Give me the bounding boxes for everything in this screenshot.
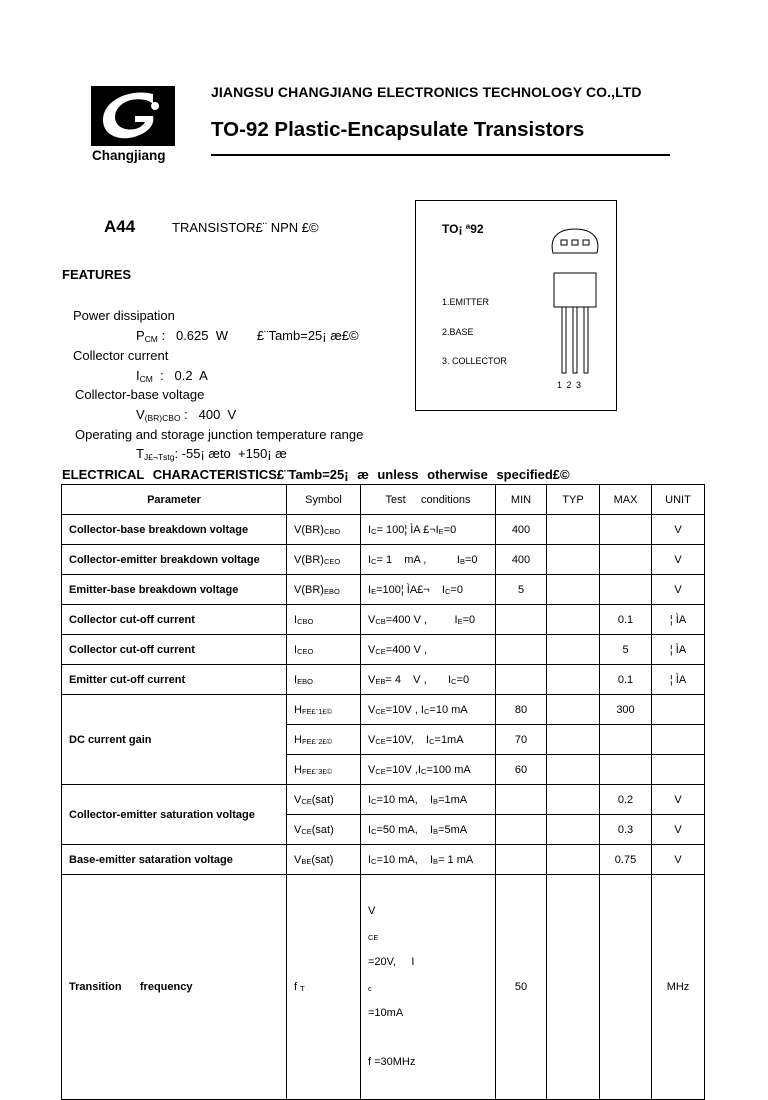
pin-numbers: 1 2 3 bbox=[557, 380, 583, 390]
table-row bbox=[62, 695, 705, 725]
ft-condition-line-1: V $_{CE}$ =20V, I $_c$ =10mA bbox=[368, 905, 415, 1019]
max-cell bbox=[600, 515, 652, 545]
typ-cell bbox=[547, 785, 600, 815]
unit-cell bbox=[652, 725, 705, 755]
collector-current-label: Collector current bbox=[73, 348, 169, 363]
condition-cell: $I_C=10$ mA, $I_B= 1$ mA bbox=[361, 845, 496, 875]
vbr-value: : 400 V bbox=[180, 407, 237, 422]
table-row bbox=[62, 515, 705, 545]
package-title: TO¡ ª92 bbox=[442, 222, 484, 236]
param-cell: Collector-base breakdown voltage bbox=[62, 515, 287, 545]
max-cell: 0.1 bbox=[600, 665, 652, 695]
top-pin-1 bbox=[561, 240, 567, 245]
param-cell: Transition frequency bbox=[62, 875, 287, 1100]
logo-text: Changjiang bbox=[92, 148, 166, 163]
max-cell bbox=[600, 575, 652, 605]
unit-cell bbox=[652, 695, 705, 725]
min-cell: 5 bbox=[496, 575, 547, 605]
max-cell bbox=[600, 755, 652, 785]
symbol-cell: $V_{CE}(sat)$ bbox=[287, 815, 361, 845]
pcm-value: : 0.625 W £¨Tamb=25¡ æ£© bbox=[157, 328, 359, 343]
top-pin-3 bbox=[583, 240, 589, 245]
typ-cell bbox=[547, 725, 600, 755]
unit-cell: ¦ ÌA bbox=[652, 635, 705, 665]
condition-cell: $I_C=50$ mA, $I_B=5mA$ bbox=[361, 815, 496, 845]
min-cell: 80 bbox=[496, 695, 547, 725]
min-cell: 400 bbox=[496, 515, 547, 545]
tj-symbol: T bbox=[136, 446, 144, 461]
condition-cell: $V_{CE}=10V$ , $I_C=10$ mA bbox=[361, 695, 496, 725]
min-cell: 60 bbox=[496, 755, 547, 785]
icm-spec bbox=[136, 368, 208, 384]
lead-2 bbox=[573, 307, 577, 373]
tj-value: : -55¡ æto +150¡ æ bbox=[174, 446, 287, 461]
package-top-view bbox=[552, 229, 598, 253]
electrical-characteristics-table bbox=[61, 484, 705, 1100]
unit-cell: MHz bbox=[652, 875, 705, 1100]
unit-cell: ¦ ÌA bbox=[652, 665, 705, 695]
typ-cell bbox=[547, 695, 600, 725]
max-cell: 300 bbox=[600, 695, 652, 725]
unit-cell bbox=[652, 755, 705, 785]
lead-3 bbox=[584, 307, 588, 373]
param-cell: Collector cut-off current bbox=[62, 635, 287, 665]
collector-base-voltage-label: Collector-base voltage bbox=[75, 387, 205, 402]
param-cell: Base-emitter sataration voltage bbox=[62, 845, 287, 875]
package-body bbox=[554, 273, 596, 307]
header-max: MAX bbox=[600, 485, 652, 515]
tj-spec bbox=[136, 446, 287, 462]
symbol-cell: $I_{EBO}$ bbox=[287, 665, 361, 695]
electrical-characteristics-heading: ELECTRICAL CHARACTERISTICS£¨Tamb=25¡ æ unless otherwise specified£© bbox=[62, 467, 570, 482]
max-cell: 0.75 bbox=[600, 845, 652, 875]
typ-cell bbox=[547, 665, 600, 695]
condition-cell: $V_{CE}=10V$, $I_C=1mA$ bbox=[361, 725, 496, 755]
unit-cell: V bbox=[652, 575, 705, 605]
table-row bbox=[62, 575, 705, 605]
ft-condition-line-2: f =30MHz bbox=[368, 1056, 416, 1068]
param-cell: DC current gain bbox=[62, 695, 287, 785]
min-cell: 50 bbox=[496, 875, 547, 1100]
pin-2-label: 2.BASE bbox=[442, 327, 474, 337]
typ-cell bbox=[547, 815, 600, 845]
typ-cell bbox=[547, 605, 600, 635]
unit-cell: V bbox=[652, 515, 705, 545]
symbol-cell: $H_{FE£¨2£©}$ bbox=[287, 725, 361, 755]
icm-value: : 0.2 A bbox=[152, 368, 208, 383]
condition-cell: $V_{CB}=400$ V , $I_E=0$ bbox=[361, 605, 496, 635]
header-unit: UNIT bbox=[652, 485, 705, 515]
max-cell bbox=[600, 875, 652, 1100]
min-cell: 70 bbox=[496, 725, 547, 755]
power-dissipation-label: Power dissipation bbox=[73, 308, 175, 323]
symbol-cell: $V(BR)_{CBO}$ bbox=[287, 515, 361, 545]
min-cell bbox=[496, 785, 547, 815]
table-header-row bbox=[62, 485, 705, 515]
part-number: A44 bbox=[104, 217, 136, 236]
tj-subscript: J£¬T bbox=[143, 452, 164, 462]
changjiang-logo bbox=[91, 86, 177, 171]
symbol-cell: $I_{CEO}$ bbox=[287, 635, 361, 665]
header-test-conditions: Test conditions bbox=[361, 485, 496, 515]
param-cell: Collector-emitter saturation voltage bbox=[62, 785, 287, 845]
symbol-cell: $I_{CBO}$ bbox=[287, 605, 361, 635]
unit-cell: V bbox=[652, 815, 705, 845]
table-row bbox=[62, 545, 705, 575]
min-cell bbox=[496, 845, 547, 875]
icm-subscript: CM bbox=[139, 374, 153, 384]
temperature-range-label: Operating and storage junction temperature range bbox=[75, 427, 364, 442]
table-row bbox=[62, 665, 705, 695]
condition-cell: $I_C= 1$ mA , $I_B=0$ bbox=[361, 545, 496, 575]
min-cell bbox=[496, 635, 547, 665]
unit-cell: V bbox=[652, 785, 705, 815]
icm-symbol: I bbox=[136, 368, 140, 383]
typ-cell bbox=[547, 635, 600, 665]
vbr-subscript: (BR)CBO bbox=[144, 413, 181, 423]
symbol-cell: $H_{FE£¨3£©}$ bbox=[287, 755, 361, 785]
vbr-symbol: V bbox=[136, 407, 145, 422]
param-cell: Emitter-base breakdown voltage bbox=[62, 575, 287, 605]
condition-cell bbox=[361, 875, 496, 1100]
symbol-cell: $V(BR)_{EBO}$ bbox=[287, 575, 361, 605]
lead-1 bbox=[562, 307, 566, 373]
symbol-cell: $H_{FE£¨1£©}$ bbox=[287, 695, 361, 725]
table-row bbox=[62, 635, 705, 665]
vbr-spec bbox=[136, 407, 236, 423]
max-cell: 0.3 bbox=[600, 815, 652, 845]
header-symbol: Symbol bbox=[287, 485, 361, 515]
pcm-subscript: CM bbox=[144, 334, 158, 344]
to92-package-drawing bbox=[545, 225, 605, 375]
pin-1-label: 1.EMITTER bbox=[442, 297, 490, 307]
param-cell: Collector-emitter breakdown voltage bbox=[62, 545, 287, 575]
condition-cell: $I_C=10$ mA, $I_B=1mA$ bbox=[361, 785, 496, 815]
header-typ: TYP bbox=[547, 485, 600, 515]
min-cell bbox=[496, 665, 547, 695]
param-cell: Emitter cut-off current bbox=[62, 665, 287, 695]
header-min: MIN bbox=[496, 485, 547, 515]
max-cell: 5 bbox=[600, 635, 652, 665]
symbol-cell: $V(BR)_{CEO}$ bbox=[287, 545, 361, 575]
max-cell: 0.2 bbox=[600, 785, 652, 815]
min-cell bbox=[496, 815, 547, 845]
unit-cell: V bbox=[652, 845, 705, 875]
typ-cell bbox=[547, 515, 600, 545]
table-row bbox=[62, 785, 705, 815]
part-type: TRANSISTOR£¨ NPN £© bbox=[172, 220, 319, 235]
min-cell: 400 bbox=[496, 545, 547, 575]
typ-cell bbox=[547, 545, 600, 575]
condition-cell: $V_{CE}=400$ V , bbox=[361, 635, 496, 665]
symbol-cell: f $_T$ bbox=[287, 875, 361, 1100]
param-cell: Collector cut-off current bbox=[62, 605, 287, 635]
typ-cell bbox=[547, 875, 600, 1100]
min-cell bbox=[496, 605, 547, 635]
pin-3-label: 3. COLLECTOR bbox=[442, 356, 507, 366]
unit-cell: V bbox=[652, 545, 705, 575]
table-row bbox=[62, 875, 705, 1100]
pcm-symbol: P bbox=[136, 328, 145, 343]
symbol-cell: $V_{BE}(sat)$ bbox=[287, 845, 361, 875]
symbol-cell: $V_{CE}(sat)$ bbox=[287, 785, 361, 815]
pcm-spec bbox=[136, 328, 359, 344]
document-title: TO-92 Plastic-Encapsulate Transistors bbox=[211, 118, 585, 141]
title-rule bbox=[211, 154, 670, 156]
unit-cell: ¦ ÌA bbox=[652, 605, 705, 635]
condition-cell: $V_{CE}=10V$ $,I_C=100$ mA bbox=[361, 755, 496, 785]
condition-cell: $I_C=$ 100¦ ÌA $£\neg I_E=0$ bbox=[361, 515, 496, 545]
typ-cell bbox=[547, 845, 600, 875]
top-pin-2 bbox=[572, 240, 578, 245]
header-parameter: Parameter bbox=[62, 485, 287, 515]
max-cell bbox=[600, 725, 652, 755]
typ-cell bbox=[547, 755, 600, 785]
features-heading: FEATURES bbox=[62, 267, 132, 282]
condition-cell: $V_{EB}= 4$ V , $I_C=0$ bbox=[361, 665, 496, 695]
max-cell bbox=[600, 545, 652, 575]
tstg-subscript: stg bbox=[163, 452, 175, 462]
table-row bbox=[62, 845, 705, 875]
max-cell: 0.1 bbox=[600, 605, 652, 635]
company-name: JIANGSU CHANGJIANG ELECTRONICS TECHNOLOGY CO.,LTD bbox=[211, 84, 642, 100]
typ-cell bbox=[547, 575, 600, 605]
table-row bbox=[62, 605, 705, 635]
condition-cell: $I_E=100¦$ ÌA£¬ $I_C=0$ bbox=[361, 575, 496, 605]
